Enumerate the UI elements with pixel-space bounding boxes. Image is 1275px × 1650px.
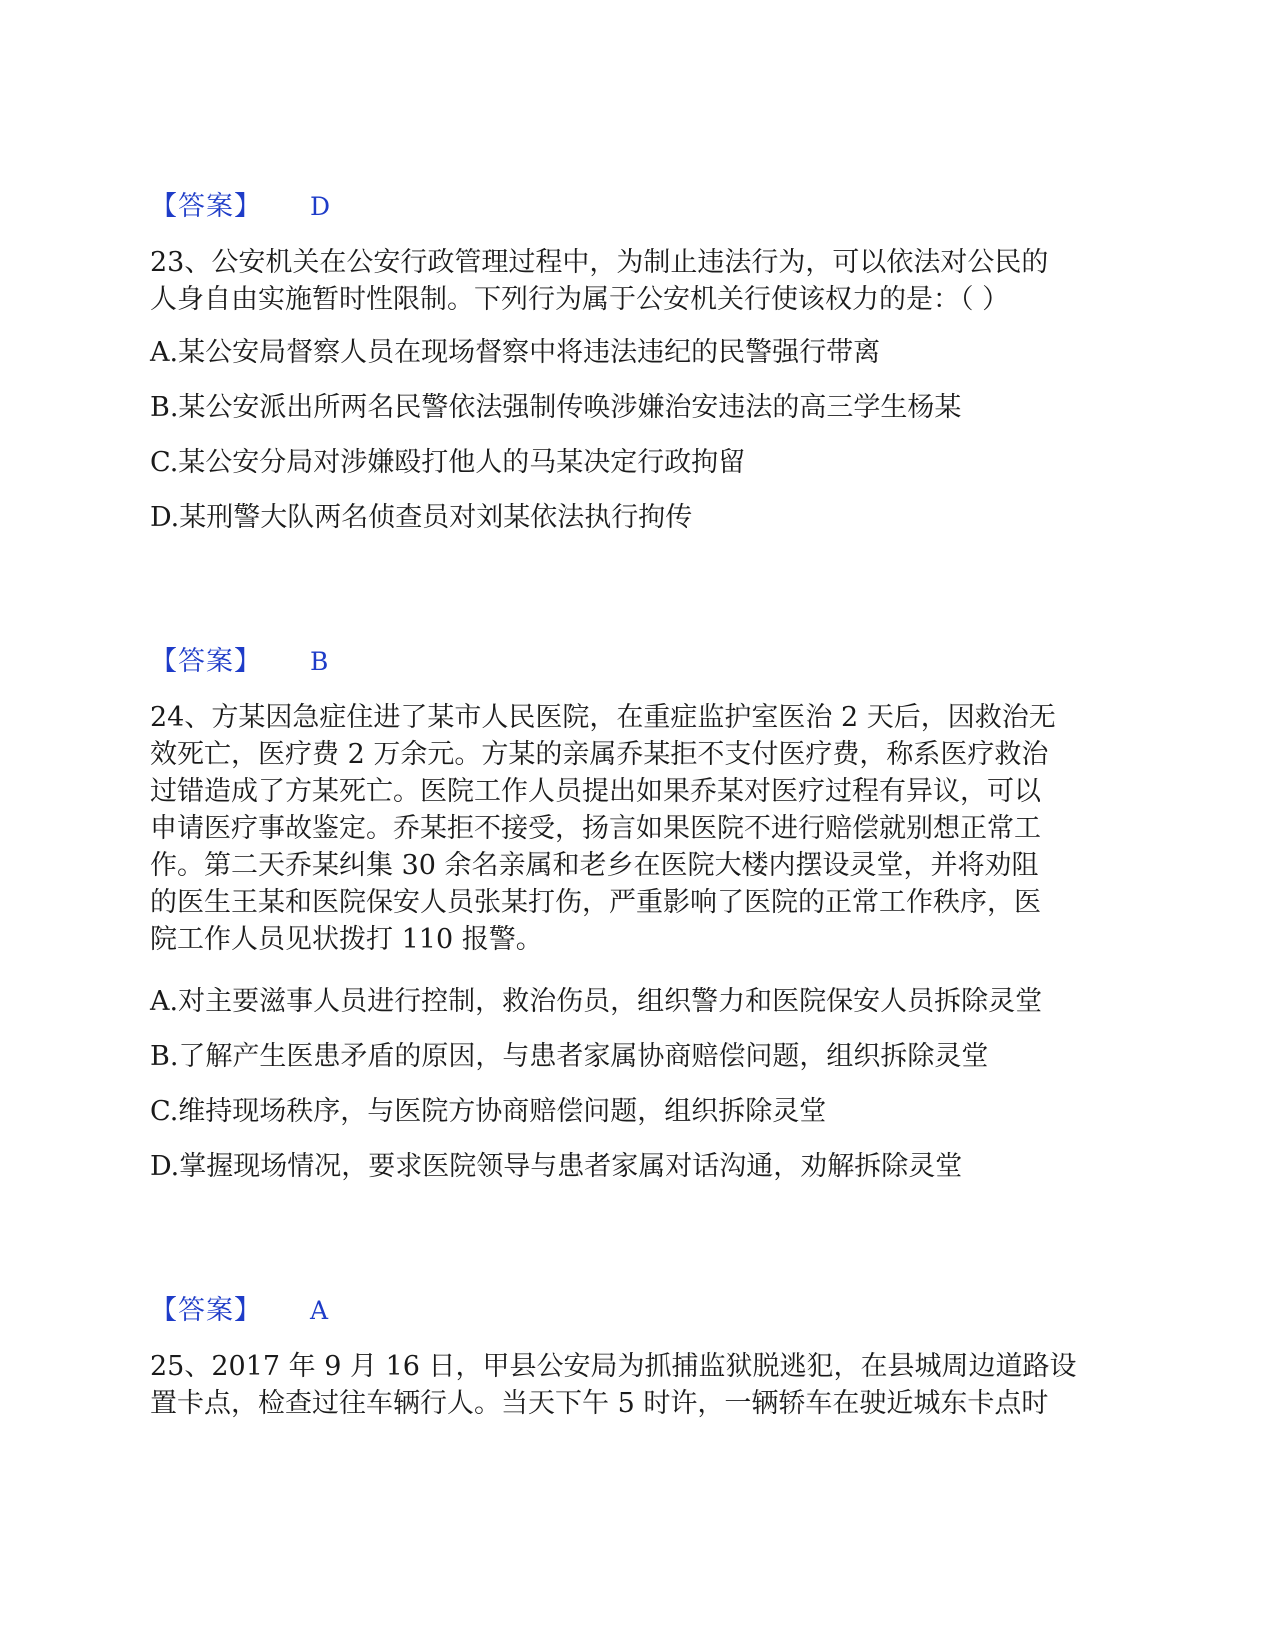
option-23-b: B.某公安派出所两名民警依法强制传唤涉嫌治安违法的高三学生杨某 bbox=[150, 392, 962, 423]
answer-label-24 bbox=[150, 645, 328, 679]
answer-tag: 【答案】 bbox=[150, 646, 262, 677]
answer-value: B bbox=[310, 647, 329, 676]
answer-value: A bbox=[310, 1296, 329, 1325]
question-line: 院工作人员见状拨打 110 报警。 bbox=[150, 924, 543, 955]
question-line: 的医生王某和医院保安人员张某打伤，严重影响了医院的正常工作秩序，医 bbox=[150, 887, 1041, 918]
question-23 bbox=[150, 244, 1125, 318]
answer-label-25 bbox=[150, 1294, 328, 1328]
option-24-c: C.维持现场秩序，与医院方协商赔偿问题，组织拆除灵堂 bbox=[150, 1096, 827, 1127]
question-line: 23、公安机关在公安行政管理过程中，为制止违法行为，可以依法对公民的 bbox=[150, 247, 1049, 278]
question-line: 过错造成了方某死亡。医院工作人员提出如果乔某对医疗过程有异议，可以 bbox=[150, 776, 1041, 807]
answer-tag: 【答案】 bbox=[150, 191, 262, 222]
question-line: 24、方某因急症住进了某市人民医院，在重症监护室医治 2 天后，因救治无 bbox=[150, 702, 1056, 733]
option-24-a: A.对主要滋事人员进行控制，救治伤员，组织警力和医院保安人员拆除灵堂 bbox=[150, 986, 1043, 1017]
question-line: 人身自由实施暂时性限制。下列行为属于公安机关行使该权力的是：（ ） bbox=[150, 284, 1010, 315]
option-23-c: C.某公安分局对涉嫌殴打他人的马某决定行政拘留 bbox=[150, 447, 746, 478]
answer-tag: 【答案】 bbox=[150, 1295, 262, 1326]
question-25 bbox=[150, 1348, 1125, 1422]
question-24 bbox=[150, 699, 1125, 958]
answer-value: D bbox=[310, 192, 331, 221]
option-23-d: D.某刑警大队两名侦查员对刘某依法执行拘传 bbox=[150, 502, 693, 533]
question-line: 作。第二天乔某纠集 30 余名亲属和老乡在医院大楼内摆设灵堂，并将劝阻 bbox=[150, 850, 1039, 881]
answer-label-23 bbox=[150, 190, 330, 224]
option-24-b: B.了解产生医患矛盾的原因，与患者家属协商赔偿问题，组织拆除灵堂 bbox=[150, 1041, 989, 1072]
option-23-a: A.某公安局督察人员在现场督察中将违法违纪的民警强行带离 bbox=[150, 337, 881, 368]
question-line: 置卡点，检查过往车辆行人。当天下午 5 时许，一辆轿车在驶近城东卡点时 bbox=[150, 1388, 1049, 1419]
question-line: 申请医疗事故鉴定。乔某拒不接受，扬言如果医院不进行赔偿就别想正常工 bbox=[150, 813, 1041, 844]
question-line: 效死亡，医疗费 2 万余元。方某的亲属乔某拒不支付医疗费，称系医疗救治 bbox=[150, 739, 1049, 770]
option-24-d: D.掌握现场情况，要求医院领导与患者家属对话沟通，劝解拆除灵堂 bbox=[150, 1151, 963, 1182]
question-line: 25、2017 年 9 月 16 日，甲县公安局为抓捕监狱脱逃犯，在县城周边道路设 bbox=[150, 1351, 1077, 1382]
